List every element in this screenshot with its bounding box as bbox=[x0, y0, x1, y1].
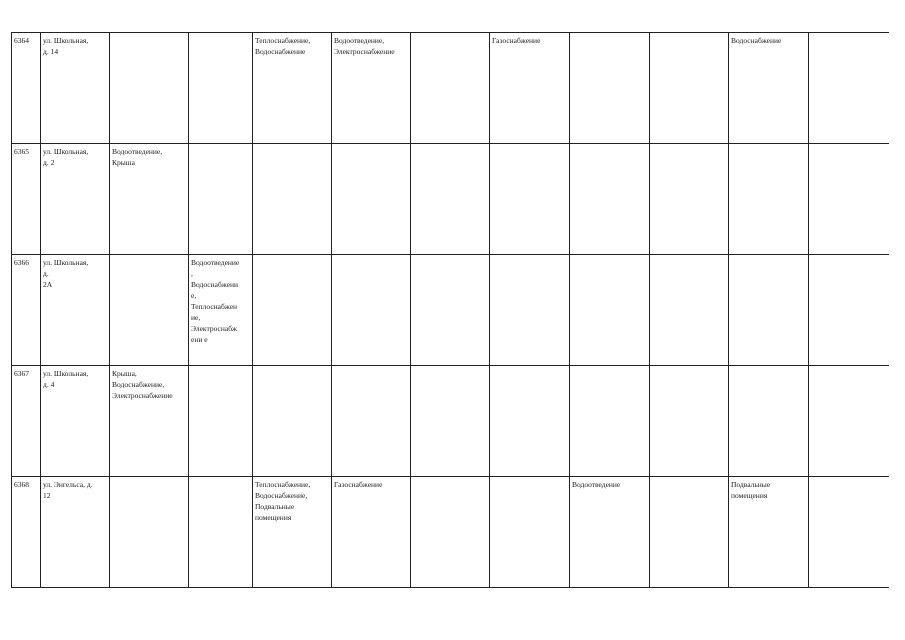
work-type-cell bbox=[809, 477, 889, 588]
work-type-cell bbox=[570, 144, 650, 255]
work-type-cell bbox=[332, 144, 411, 255]
work-type-cell bbox=[332, 366, 411, 477]
work-type-cell: Водоотведение, Электроснабжение bbox=[332, 33, 411, 144]
work-type-cell bbox=[411, 33, 490, 144]
row-number-cell: 6366 bbox=[12, 255, 41, 366]
work-type-cell bbox=[729, 255, 809, 366]
table-row bbox=[12, 477, 889, 588]
work-type-cell: Крыша, Водоснабжение, Электроснабжение bbox=[110, 366, 189, 477]
work-type-cell bbox=[189, 477, 253, 588]
work-type-cell bbox=[650, 33, 729, 144]
work-type-cell: Водоотведение , Водоснабжени e, Теплоснабжен ие, Электроснабж ени е bbox=[189, 255, 253, 366]
work-type-cell bbox=[411, 366, 490, 477]
work-type-cell: Газоснабжение bbox=[332, 477, 411, 588]
work-type-cell bbox=[189, 144, 253, 255]
work-type-cell bbox=[650, 477, 729, 588]
work-type-cell bbox=[809, 33, 889, 144]
work-type-cell bbox=[189, 33, 253, 144]
work-type-cell bbox=[253, 144, 332, 255]
work-type-cell bbox=[411, 477, 490, 588]
work-type-cell bbox=[650, 255, 729, 366]
table-row bbox=[12, 255, 889, 366]
work-type-cell bbox=[110, 255, 189, 366]
work-type-cell bbox=[411, 255, 490, 366]
work-type-cell bbox=[729, 366, 809, 477]
work-type-cell bbox=[570, 366, 650, 477]
work-type-cell bbox=[110, 33, 189, 144]
address-cell: ул. Школьная, д. 2 bbox=[41, 144, 110, 255]
work-type-cell bbox=[253, 255, 332, 366]
work-type-cell: Теплоснабжение, Водоснабжение bbox=[253, 33, 332, 144]
work-type-cell bbox=[650, 144, 729, 255]
work-type-cell: Теплоснабжение, Водоснабжение, Подвальные помещения bbox=[253, 477, 332, 588]
work-type-cell bbox=[490, 144, 570, 255]
work-type-cell bbox=[809, 255, 889, 366]
work-type-cell: Подвальные помещения bbox=[729, 477, 809, 588]
work-type-cell bbox=[490, 255, 570, 366]
work-type-cell: Газоснабжение bbox=[490, 33, 570, 144]
work-type-cell bbox=[490, 366, 570, 477]
work-type-cell bbox=[189, 366, 253, 477]
work-type-cell bbox=[253, 366, 332, 477]
work-type-cell bbox=[570, 33, 650, 144]
work-type-cell bbox=[570, 255, 650, 366]
work-type-cell bbox=[110, 477, 189, 588]
work-type-cell bbox=[809, 144, 889, 255]
address-cell: ул. Школьная, д. 2А bbox=[41, 255, 110, 366]
work-type-cell bbox=[729, 144, 809, 255]
row-number-cell: 6365 bbox=[12, 144, 41, 255]
work-type-cell bbox=[490, 477, 570, 588]
table-row bbox=[12, 366, 889, 477]
repair-schedule-table bbox=[11, 32, 889, 588]
work-type-cell bbox=[411, 144, 490, 255]
row-number-cell: 6368 bbox=[12, 477, 41, 588]
address-cell: ул. Школьная, д. 4 bbox=[41, 366, 110, 477]
address-cell: ул. Энгельса, д. 12 bbox=[41, 477, 110, 588]
address-cell: ул. Школьная, д. 14 bbox=[41, 33, 110, 144]
table-row bbox=[12, 33, 889, 144]
work-type-cell: Водоснабжение bbox=[729, 33, 809, 144]
work-type-cell: Водоотведение, Крыша bbox=[110, 144, 189, 255]
row-number-cell: 6367 bbox=[12, 366, 41, 477]
work-type-cell: Водоотведение bbox=[570, 477, 650, 588]
table-row bbox=[12, 144, 889, 255]
work-type-cell bbox=[650, 366, 729, 477]
work-type-cell bbox=[332, 255, 411, 366]
row-number-cell: 6364 bbox=[12, 33, 41, 144]
work-type-cell bbox=[809, 366, 889, 477]
